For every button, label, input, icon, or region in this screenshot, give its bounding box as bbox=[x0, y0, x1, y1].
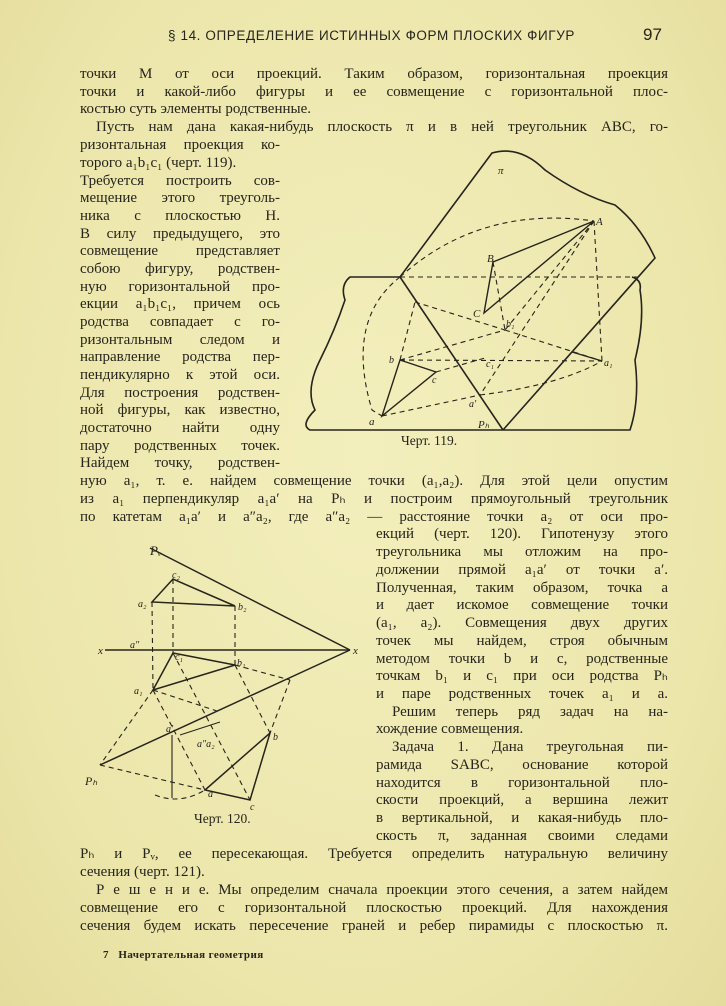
text-line: точки и какой-либо фигуры и ее совмещение с горизонтальной плос- bbox=[80, 84, 668, 100]
label-a: a bbox=[369, 416, 375, 428]
text-line: (a₁, a₂). Совмещения двух других bbox=[376, 615, 668, 631]
text-line: ризонтальным следом и bbox=[80, 332, 280, 348]
label-b1: b₁ bbox=[506, 319, 515, 330]
text-line: собою фигуру, родствен- bbox=[80, 261, 280, 277]
label-b: b bbox=[273, 732, 278, 743]
text-line: направление родства пер- bbox=[80, 349, 280, 365]
text-line: Для построения родствен- bbox=[80, 385, 280, 401]
text-line: скость π, заданная своими следами bbox=[376, 828, 668, 844]
trace-ph bbox=[100, 650, 350, 765]
footer-book-title: Начертательная геометрия bbox=[118, 949, 264, 961]
label-Pv: Pᵥ bbox=[150, 543, 162, 558]
text-line: пендикулярно к этой оси. bbox=[80, 367, 280, 383]
text-line: сечения будем искать пересечение граней и ребер пирамиды с плоскостью π. bbox=[80, 918, 668, 934]
label-B: B bbox=[487, 253, 494, 265]
text-line: торого a₁b₁c₁ (черт. 119). bbox=[80, 155, 237, 171]
text-line: Pₕ и Pᵥ, ее пересекающая. Требуется определить натуральную величину bbox=[80, 846, 668, 862]
label-c1: c₁ bbox=[486, 359, 494, 370]
text-line: достаточно найти одну bbox=[80, 420, 280, 436]
text-line: пару родственных точек. bbox=[80, 438, 280, 454]
text-line: методом точки b и c, родственные bbox=[376, 651, 668, 667]
label-c: c bbox=[250, 802, 255, 813]
text-line: рамида SABC, основание которой bbox=[376, 757, 668, 773]
text-line: совмещение его с горизонтальной плоскостью проекций. Для нахождения bbox=[80, 900, 668, 916]
label-A: A bbox=[596, 216, 603, 228]
figure-120-caption: Черт. 120. bbox=[194, 811, 251, 826]
text-line: Задача 1. Дана треугольная пи- bbox=[392, 739, 668, 755]
text-line: ную a₁, т. е. найдем совмещение точки (a₁,a₂). Для этой цели опустим bbox=[80, 473, 668, 489]
label-a-dprime: a″ bbox=[130, 640, 140, 651]
text-line: точек мы найдем, строя обычным bbox=[376, 633, 668, 649]
figure-119-caption: Черт. 119. bbox=[401, 433, 458, 448]
printer-signature: 7 bbox=[103, 949, 109, 961]
label-x-left: x bbox=[98, 645, 103, 657]
label-c1: c₁ bbox=[175, 652, 183, 663]
text-line: точки M от оси проекций. Таким образом, горизонтальная проекция bbox=[80, 66, 668, 82]
label-a1: a₁ bbox=[134, 686, 143, 697]
label-a-prime: a′ bbox=[469, 399, 477, 410]
label-a: a bbox=[208, 789, 213, 800]
text-line: точкам b₁ и c₁ при оси родства Pₕ bbox=[376, 668, 668, 684]
text-line: находится в горизонтальной пло- bbox=[376, 775, 668, 791]
text-line: В силу предыдущего, это bbox=[80, 226, 280, 242]
label-b: b bbox=[389, 355, 394, 366]
text-line: Найдем точку, родствен- bbox=[80, 455, 280, 471]
running-header: § 14. ОПРЕДЕЛЕНИЕ ИСТИННЫХ ФОРМ ПЛОСКИХ ФИГУР bbox=[168, 28, 575, 43]
text-line: в вертикальной, и какая-нибудь пло- bbox=[376, 810, 668, 826]
text-line: Требуется построить сов- bbox=[80, 173, 280, 189]
text-line: Полученная, таким образом, точка a bbox=[376, 580, 668, 596]
text-line: костью суть элементы родственные. bbox=[80, 101, 311, 117]
text-line: родства совпадает с го- bbox=[80, 314, 280, 330]
footer bbox=[103, 949, 264, 961]
text-line: Пусть нам дана какая-нибудь плоскость π и в ней треугольник ABC, го- bbox=[96, 119, 668, 135]
label-pi: π bbox=[498, 165, 504, 177]
text-line: Решим теперь ряд задач на на- bbox=[392, 704, 668, 720]
text-line: хождение совмещения. bbox=[376, 721, 524, 737]
text-line: екции a₁b₁c₁, причем ось bbox=[80, 296, 280, 312]
text-line: треугольника мы отложим на про- bbox=[376, 544, 668, 560]
label-c: c bbox=[432, 375, 437, 386]
label-a-dprime-a2: a″a₂ bbox=[197, 739, 215, 750]
text-line: Р е ш е н и е. Мы определим сначала проекции этого сечения, а затем найдем bbox=[96, 882, 668, 898]
label-Ph: Pₕ bbox=[85, 774, 98, 788]
label-a2: a₂ bbox=[138, 599, 147, 610]
text-line: должении прямой a₁a′ от точки a′. bbox=[376, 562, 668, 578]
text-line: екций (черт. 120). Гипотенузу этого bbox=[376, 526, 668, 542]
trace-pv bbox=[150, 548, 350, 650]
text-line: совмещение представляет bbox=[80, 243, 280, 259]
text-line: из a₁ перпендикуляр a₁a′ на Pₕ и построим прямоугольный треугольник bbox=[80, 491, 668, 507]
label-C: C bbox=[473, 308, 481, 320]
text-line: ную горизонтальной про- bbox=[80, 279, 280, 295]
text-line: мещение этого треуголь- bbox=[80, 190, 280, 206]
label-b1: b₁ bbox=[237, 658, 246, 669]
text-line: ника с плоскостью H. bbox=[80, 208, 280, 224]
text-line: по катетам a₁a′ и a″a₂, где a″a₂ — расстояние точки a₂ от оси про- bbox=[80, 509, 668, 525]
label-a-prime: a′ bbox=[166, 724, 174, 735]
text-line: ной фигуры, как известно, bbox=[80, 402, 280, 418]
label-Ph: Pₕ bbox=[478, 419, 490, 431]
text-line: скости проекций, а вершина лежит bbox=[376, 792, 668, 808]
page-number: 97 bbox=[643, 25, 662, 44]
text-line: и паре родственных точек a₁ и a. bbox=[376, 686, 668, 702]
label-c2: c₂ bbox=[172, 570, 180, 581]
label-a1: a₁ bbox=[604, 358, 613, 369]
text-line: ризонтальная проекция ко- bbox=[80, 137, 280, 153]
label-x-right: x bbox=[353, 645, 358, 657]
label-b2: b₂ bbox=[238, 602, 247, 613]
text-line: и дает искомое совмещение точки bbox=[376, 597, 668, 613]
text-line: сечения (черт. 121). bbox=[80, 864, 205, 880]
